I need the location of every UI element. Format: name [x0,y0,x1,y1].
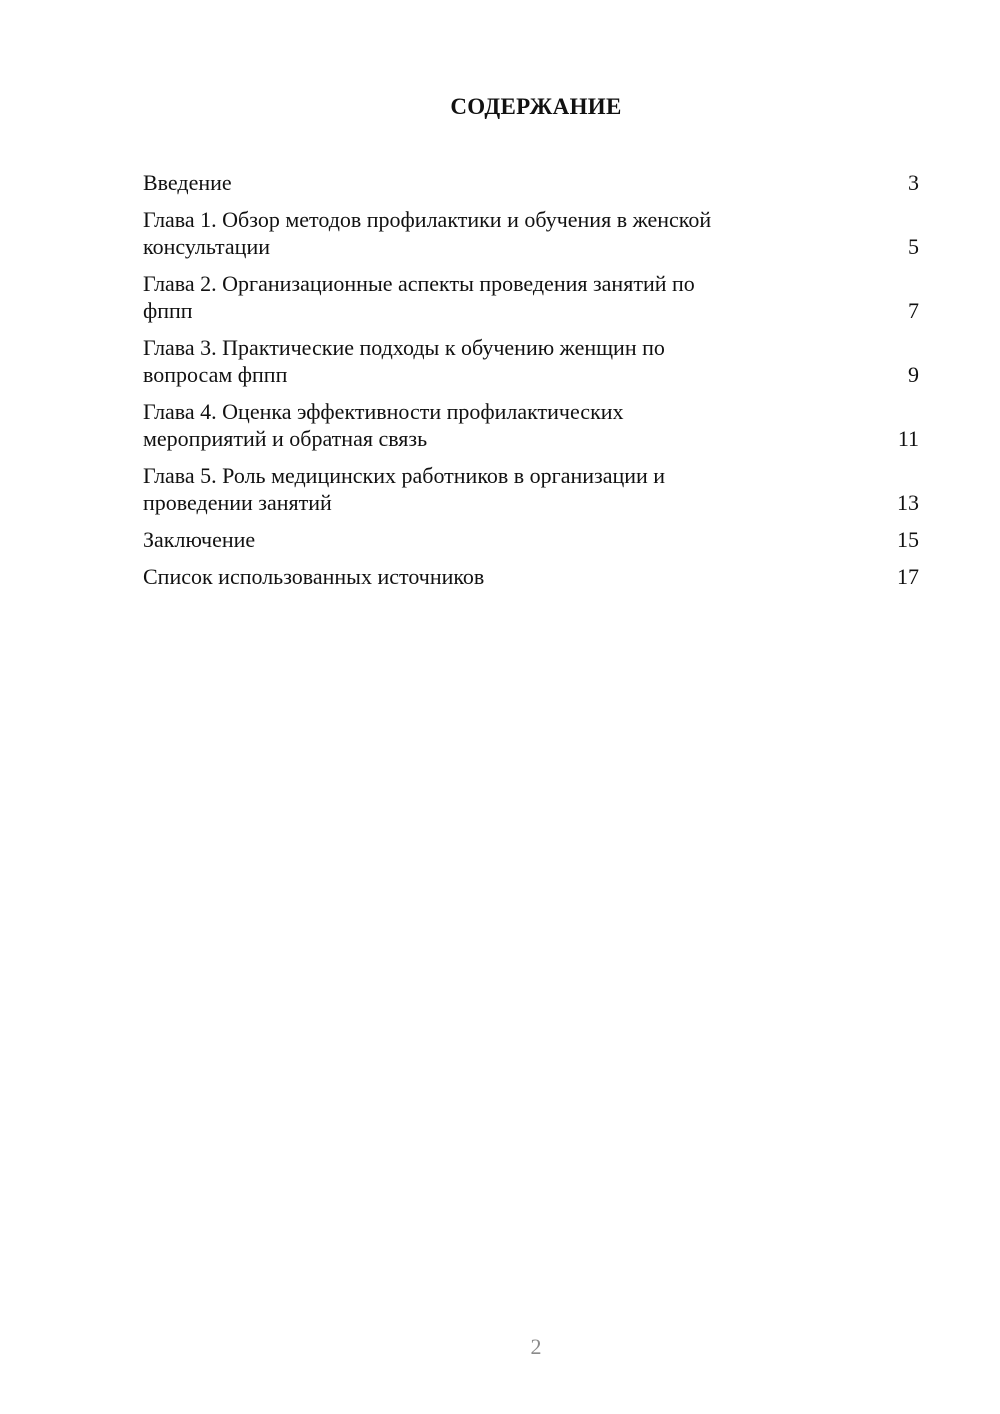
table-of-contents [143,169,919,600]
toc-entry-chapter-4[interactable] [143,398,919,452]
toc-entry-label: Заключение [143,527,256,552]
toc-entry-chapter-1[interactable] [143,206,919,260]
toc-entry-label: Глава 3. Практические подходы к обучению женщин по вопросам фппп [143,335,665,387]
toc-entry-page: 13 [897,490,919,515]
toc-entry-references[interactable] [143,563,919,590]
toc-entry-page: 7 [908,298,919,323]
toc-entry-page: 9 [908,362,919,387]
toc-entry-page: 15 [897,527,919,552]
toc-entry-page: 11 [897,426,919,451]
toc-entry-chapter-2[interactable] [143,270,919,324]
toc-entry-conclusion[interactable] [143,526,919,553]
toc-entry-label: Введение [143,170,232,195]
page-title: СОДЕРЖАНИЕ [450,94,622,119]
toc-entry-chapter-5[interactable] [143,462,919,516]
toc-entry-label: Глава 2. Организационные аспекты проведения занятий по фппп [143,271,695,323]
toc-entry-page: 3 [908,170,919,195]
toc-entry-introduction[interactable] [143,169,919,196]
toc-entry-label: Глава 1. Обзор методов профилактики и обучения в женской консультации [143,207,712,259]
toc-entry-label: Список использованных источников [143,564,485,589]
toc-entry-page: 5 [908,234,919,259]
toc-entry-page: 17 [897,564,919,589]
toc-entry-label: Глава 4. Оценка эффективности профилактических мероприятий и обратная связь [143,399,624,451]
toc-entry-label: Глава 5. Роль медицинских работников в организации и проведении занятий [143,463,666,515]
page-number: 2 [530,1334,542,1359]
toc-entry-chapter-3[interactable] [143,334,919,388]
